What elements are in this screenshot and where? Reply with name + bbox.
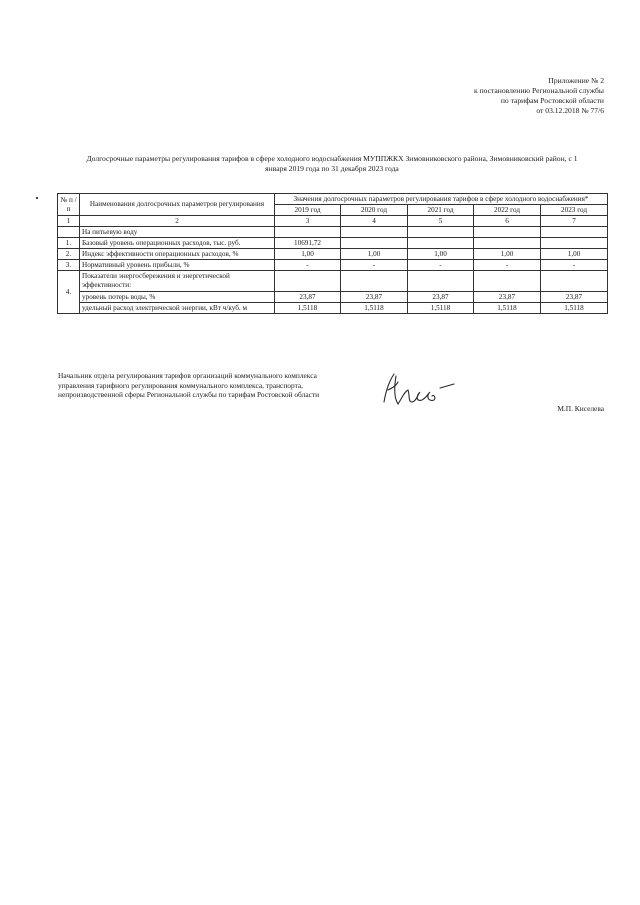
appendix-line-4: от 03.12.2018 № 77/6 — [536, 106, 604, 115]
column-number: 3 — [275, 216, 341, 227]
row-value: 1,5118 — [341, 303, 408, 314]
row-name: Индекс эффективности операционных расходов, % — [80, 249, 275, 260]
row-value: - — [408, 260, 474, 271]
header-year: 2023 год — [541, 205, 608, 216]
row-name: удельный расход электрической энергии, кВт ч/куб. м — [80, 303, 275, 314]
title-line-2: января 2019 года по 31 декабря 2023 года — [265, 164, 399, 173]
row-value: 23,87 — [474, 292, 541, 303]
column-number: 6 — [474, 216, 541, 227]
header-number: № п /п — [58, 194, 80, 216]
row-number: 4. — [58, 271, 80, 314]
row-value: - — [474, 260, 541, 271]
table-row — [58, 271, 608, 292]
row-value: 10691,72 — [275, 238, 341, 249]
header-year: 2022 год — [474, 205, 541, 216]
signature-image — [378, 368, 470, 412]
header-values: Значения долгосрочных параметров регулирования тарифов в сфере холодного водоснабжения* — [275, 194, 608, 205]
row-value: 1,00 — [275, 249, 341, 260]
row-number: 1. — [58, 238, 80, 249]
table-row — [58, 249, 608, 260]
row-value: 1,5118 — [474, 303, 541, 314]
header-parameter-name: Наименования долгосрочных параметров регулирования — [80, 194, 275, 216]
header-year: 2021 год — [408, 205, 474, 216]
row-number: 3. — [58, 260, 80, 271]
row-value: 23,87 — [541, 292, 608, 303]
table-row — [58, 303, 608, 314]
appendix-line-3: по тарифам Ростовской области — [500, 96, 604, 105]
parameters-table — [57, 193, 608, 314]
row-value: 23,87 — [341, 292, 408, 303]
header-year: 2019 год — [275, 205, 341, 216]
signer-position: Начальник отдела регулирования тарифов организаций коммунального комплекса управления тарифного регулирования коммунального комплекса, транспорта, непроизводственной сферы Региональной службы по тарифам Ростовской области — [58, 371, 320, 399]
scan-dot — [36, 197, 38, 199]
row-number: 2. — [58, 249, 80, 260]
row-value: - — [541, 260, 608, 271]
row-value: 23,87 — [275, 292, 341, 303]
row-value: 1,5118 — [408, 303, 474, 314]
row-value: - — [275, 260, 341, 271]
row-value — [341, 238, 408, 249]
row-value: 1,00 — [341, 249, 408, 260]
table-row — [58, 292, 608, 303]
row-value: 1,5118 — [541, 303, 608, 314]
section-label: На питьевую воду — [80, 227, 275, 238]
appendix-line-2: к постановлению Региональной службы — [473, 86, 604, 95]
row-value — [474, 238, 541, 249]
document-title — [56, 154, 608, 174]
row-value — [408, 238, 474, 249]
row-value — [541, 238, 608, 249]
row-name: Базовый уровень операционных расходов, тыс. руб. — [80, 238, 275, 249]
row-value: 1,5118 — [275, 303, 341, 314]
row-value: 23,87 — [408, 292, 474, 303]
table-row — [58, 260, 608, 271]
row-value: - — [341, 260, 408, 271]
column-number: 2 — [80, 216, 275, 227]
column-number: 1 — [58, 216, 80, 227]
header-year: 2020 год — [341, 205, 408, 216]
table-row — [58, 227, 608, 238]
column-number: 7 — [541, 216, 608, 227]
column-number: 4 — [341, 216, 408, 227]
appendix-block — [474, 76, 604, 116]
signer-name: М.П. Киселева — [557, 404, 604, 413]
row-name: Показатели энергосбережения и энергетической эффективности: — [80, 271, 275, 292]
appendix-line-1: Приложение № 2 — [548, 76, 604, 85]
row-name: уровень потерь воды, % — [80, 292, 275, 303]
title-line-1: Долгосрочные параметры регулирования тарифов в сфере холодного водоснабжения МУППЖКХ Зимовниковского района, Зимовниковский район, с 1 — [86, 154, 578, 163]
row-value: 1,00 — [541, 249, 608, 260]
column-number: 5 — [408, 216, 474, 227]
table-row — [58, 238, 608, 249]
row-name: Нормативный уровень прибыли, % — [80, 260, 275, 271]
row-value: 1,00 — [408, 249, 474, 260]
row-value: 1,00 — [474, 249, 541, 260]
